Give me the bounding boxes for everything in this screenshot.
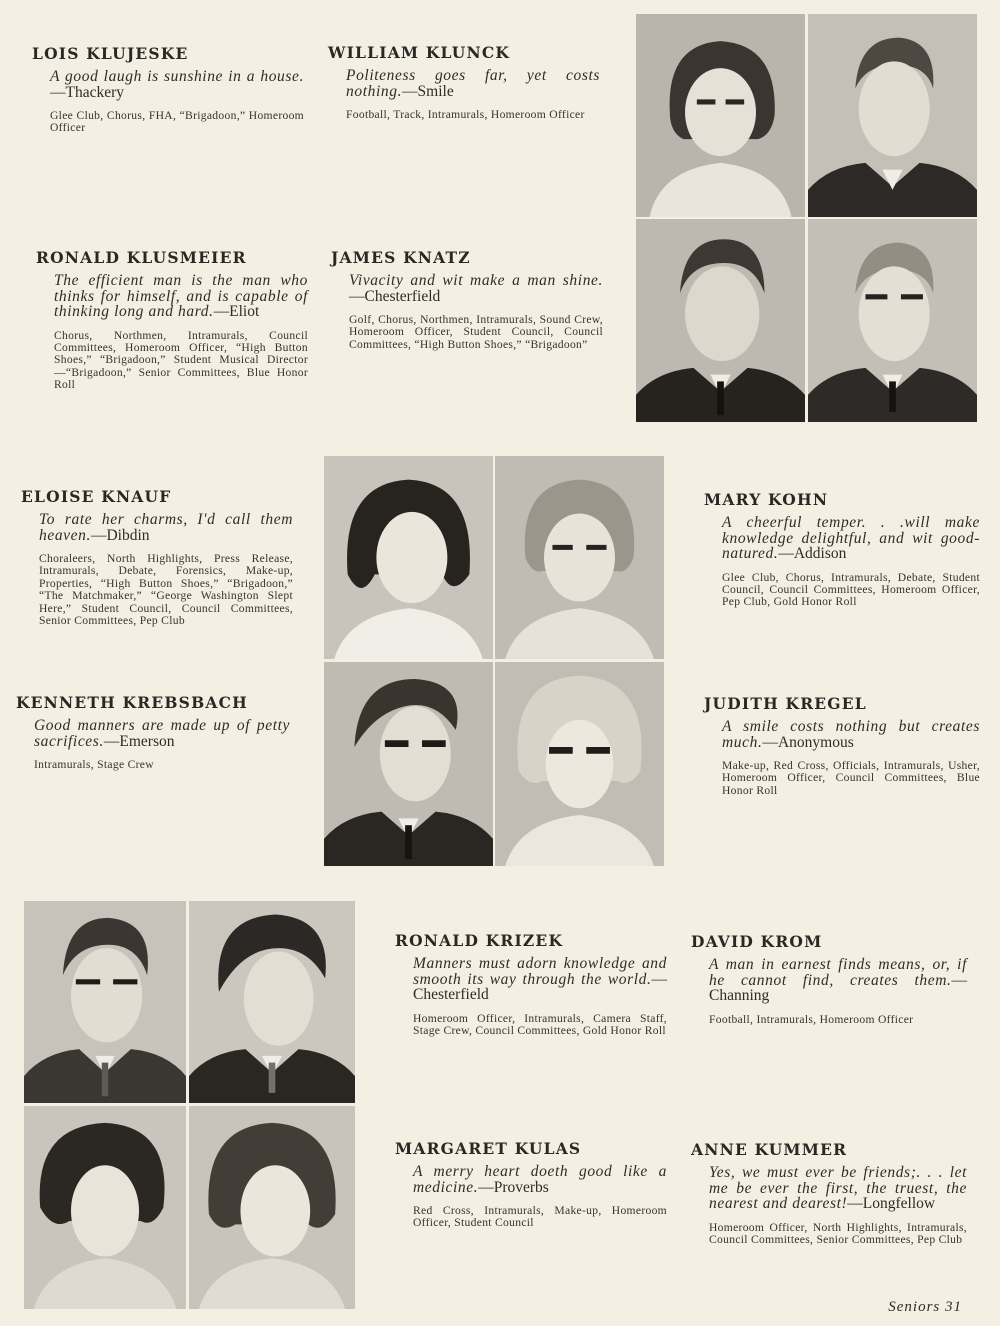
senior-entry-anne-kummer — [691, 1140, 967, 1246]
quote-text: Manners must adorn knowledge and smooth its way through the world. — [413, 955, 667, 988]
senior-entry-ronald-klusmeier — [36, 248, 308, 392]
quote-text: A smile costs nothing but creates much. — [722, 718, 980, 751]
senior-name: MARY KOHN — [704, 490, 829, 509]
quote-author: —Anonymous — [762, 733, 854, 751]
quote-author: —Proverbs — [478, 1178, 549, 1196]
quote-author: —Smile — [402, 82, 454, 100]
quote-text: Vivacity and wit make a man shine. — [349, 272, 603, 289]
portrait-photo-lois-klujeske — [636, 14, 805, 217]
senior-entry-william-klunck — [328, 43, 600, 121]
portrait-photo-kenneth-krebsbach — [324, 662, 493, 866]
senior-quote — [346, 68, 600, 99]
senior-entry-margaret-kulas — [395, 1139, 667, 1230]
senior-activities: Homeroom Officer, North Highlights, Intramurals, Council Committees, Senior Committees, Pep Club — [709, 1220, 967, 1246]
quote-text: Good manners are made up of petty sacrifices. — [34, 717, 290, 750]
portrait-photo-anne-kummer — [189, 1106, 355, 1309]
senior-activities: Golf, Chorus, Northmen, Intramurals, Sound Crew, Homeroom Officer, Student Council, Council Committees, “High Button Shoes,” “Brigadoon” — [349, 313, 603, 351]
senior-activities: Intramurals, Stage Crew — [34, 758, 154, 771]
senior-quote — [722, 515, 980, 562]
quote-author: —Eliot — [213, 303, 260, 320]
senior-entry-mary-kohn — [704, 490, 980, 609]
senior-name: RONALD KLUSMEIER — [36, 248, 247, 267]
quote-author: —Addison — [778, 545, 847, 562]
senior-quote — [54, 273, 308, 320]
senior-name: ANNE KUMMER — [691, 1140, 848, 1159]
senior-quote — [709, 957, 967, 1004]
senior-name: ELOISE KNAUF — [21, 487, 172, 506]
senior-entry-david-krom — [691, 932, 967, 1026]
portrait-photo-ronald-klusmeier — [636, 219, 805, 422]
senior-activities: Glee Club, Chorus, Intramurals, Debate, Student Council, Council Committees, Homeroom Officer, Pep Club, Gold Honor Roll — [722, 570, 980, 609]
senior-name: JAMES KNATZ — [331, 248, 471, 267]
senior-name: LOIS KLUJESKE — [32, 44, 189, 63]
quote-author: —Chesterfield — [413, 970, 667, 1003]
senior-quote — [34, 718, 290, 749]
portrait-photo-james-knatz — [808, 219, 977, 422]
portrait-photo-david-krom — [189, 901, 355, 1103]
quote-text: A man in earnest finds means, or, if he cannot find, creates them. — [709, 956, 967, 989]
senior-entry-kenneth-krebsbach — [16, 693, 290, 771]
quote-text: Yes, we must ever be friends;. . . let me be ever the first, the truest, the nearest and dearest! — [709, 1164, 967, 1212]
quote-author: —Chesterfield — [349, 287, 441, 305]
quote-text: Politeness goes far, yet costs nothing. — [346, 67, 600, 100]
senior-activities: Glee Club, Chorus, FHA, “Brigadoon,” Homeroom Officer — [50, 109, 304, 135]
quote-text: A cheerful temper. . .will make knowledge delightful, and wit good-natured. — [722, 514, 980, 562]
senior-quote — [413, 1164, 667, 1195]
senior-entry-judith-kregel — [704, 694, 980, 797]
quote-author: —Thackery — [50, 83, 125, 101]
portrait-photo-william-klunck — [808, 14, 977, 217]
quote-text: The efficient man is the man who thinks for himself, and is capable of thinking long and hard. — [54, 272, 308, 320]
senior-activities: Football, Intramurals, Homeroom Officer — [709, 1012, 914, 1026]
portrait-photo-margaret-kulas — [24, 1106, 186, 1309]
senior-name: JUDITH KREGEL — [704, 694, 867, 713]
quote-author: —Dibdin — [90, 526, 150, 544]
senior-quote — [50, 69, 304, 100]
senior-entry-james-knatz — [331, 248, 603, 351]
senior-activities: Football, Track, Intramurals, Homeroom Officer — [346, 108, 585, 121]
senior-quote — [709, 1165, 967, 1212]
senior-name: MARGARET KULAS — [395, 1139, 582, 1158]
quote-text: A good laugh is sunshine in a house. — [50, 68, 304, 85]
quote-author: —Emerson — [103, 732, 175, 750]
page-footer: Seniors 31 — [888, 1299, 962, 1315]
quote-text: To rate her charms, I'd call them heaven. — [39, 511, 293, 544]
senior-entry-eloise-knauf — [21, 487, 293, 627]
quote-author: —Channing — [709, 971, 967, 1004]
senior-activities: Chorus, Northmen, Intramurals, Council Committees, Homeroom Officer, “High Button Shoes,” “Brigadoon,” Student Musical Director—“Brigadoon,” Senior Committees, Blue Honor Roll — [54, 328, 308, 392]
senior-activities: Red Cross, Intramurals, Make-up, Homeroom Officer, Student Council — [413, 1204, 667, 1230]
senior-activities: Homeroom Officer, Intramurals, Camera Staff, Stage Crew, Council Committees, Gold Honor Roll — [413, 1011, 667, 1037]
senior-name: DAVID KROM — [691, 932, 823, 951]
senior-name: WILLIAM KLUNCK — [328, 43, 511, 62]
senior-entry-ronald-krizek — [395, 931, 667, 1037]
senior-activities: Make-up, Red Cross, Officials, Intramurals, Usher, Homeroom Officer, Council Committees, Blue Honor Roll — [722, 759, 980, 797]
senior-entry-lois-klujeske — [32, 44, 304, 135]
quote-author: —Longfellow — [847, 1195, 936, 1212]
quote-text: A merry heart doeth good like a medicine. — [413, 1163, 667, 1196]
senior-quote — [39, 512, 293, 543]
senior-quote — [722, 719, 980, 750]
senior-name: RONALD KRIZEK — [395, 931, 564, 950]
senior-name: KENNETH KREBSBACH — [16, 693, 248, 712]
portrait-photo-ronald-krizek — [24, 901, 186, 1103]
portrait-photo-eloise-knauf — [324, 456, 493, 659]
senior-activities: Choraleers, North Highlights, Press Release, Intramurals, Debate, Forensics, Make-up, Properties, “High Button Shoes,” “Brigadoon,” “The Matchmaker,” “George Washington Slept Here,” Student Council, Council Committees, Senior Committees, Pep Club — [39, 552, 293, 628]
senior-quote — [413, 956, 667, 1003]
portrait-photo-mary-kohn — [495, 456, 664, 659]
portrait-photo-judith-kregel — [495, 662, 664, 866]
senior-quote — [349, 273, 603, 304]
